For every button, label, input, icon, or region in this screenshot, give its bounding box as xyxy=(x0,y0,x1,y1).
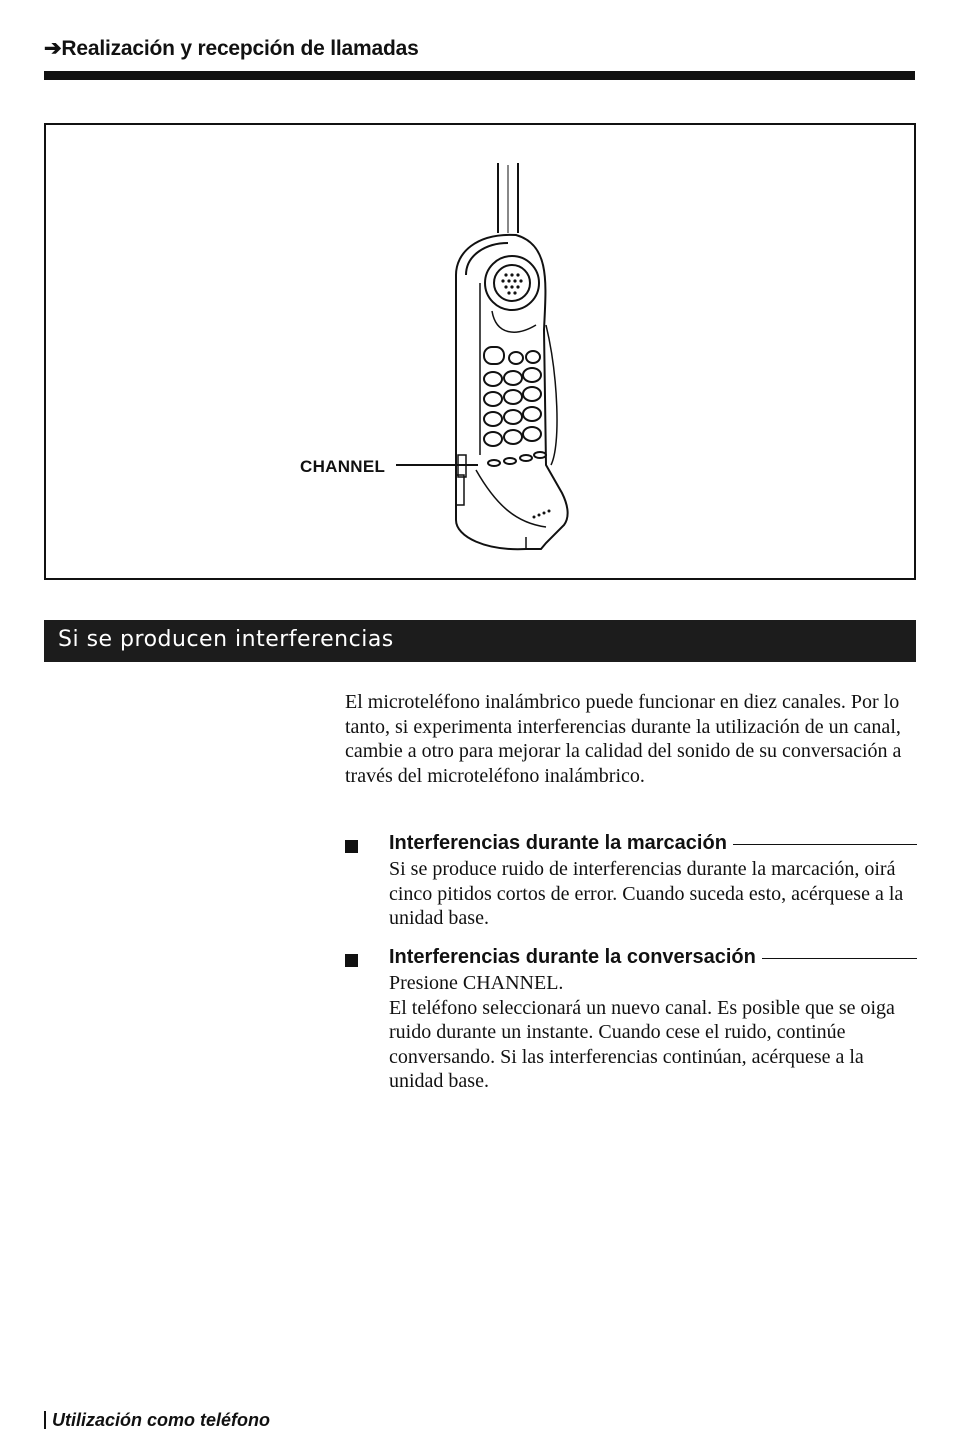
section-title: Si se producen interferencias xyxy=(58,627,394,652)
page-footer xyxy=(44,1410,270,1431)
section-banner xyxy=(44,620,916,662)
figure-box xyxy=(44,123,916,580)
item-body xyxy=(389,857,919,931)
arrow-right-icon: ➔ xyxy=(44,37,62,60)
bullet-square-icon xyxy=(345,954,358,967)
header-title: Realización y recepción de llamadas xyxy=(61,37,419,60)
heading-rule xyxy=(762,958,917,960)
footer-bar xyxy=(44,1411,46,1429)
item-heading xyxy=(389,946,917,969)
intro-paragraph: El microteléfono inalámbrico puede funcionar en diez canales. Por lo tanto, si experimenta interferencias durante la utilización de un canal, cambie a otro para mejorar la calidad del sonido de su conversación a través del microteléfono inalámbrico. xyxy=(345,691,902,787)
item-body xyxy=(389,971,919,1094)
cordless-handset-illustration xyxy=(46,125,914,578)
page-header xyxy=(44,36,419,61)
bullet-square-icon xyxy=(345,840,358,853)
footer-section-name: Utilización como teléfono xyxy=(52,1410,271,1430)
item-body-paragraph: Si se produce ruido de interferencias durante la marcación, oirá cinco pitidos cortos de error. Cuando suceda esto, acérquese a la unidad base. xyxy=(389,858,904,929)
channel-label: CHANNEL xyxy=(300,457,386,476)
header-rule xyxy=(44,71,915,80)
item-body-paragraph: Presione CHANNEL. xyxy=(389,972,564,994)
item-body-paragraph: El teléfono seleccionará un nuevo canal. Es posible que se oiga ruido durante un instante. Cuando cese el ruido, continúe conversando. Si las interferencias continúan, acérquese a la unidad base. xyxy=(389,996,895,1092)
item-heading-text: Interferencias durante la marcación xyxy=(389,832,727,854)
item-heading xyxy=(389,832,917,855)
item-heading-text: Interferencias durante la conversación xyxy=(389,946,756,968)
heading-rule xyxy=(733,844,917,846)
